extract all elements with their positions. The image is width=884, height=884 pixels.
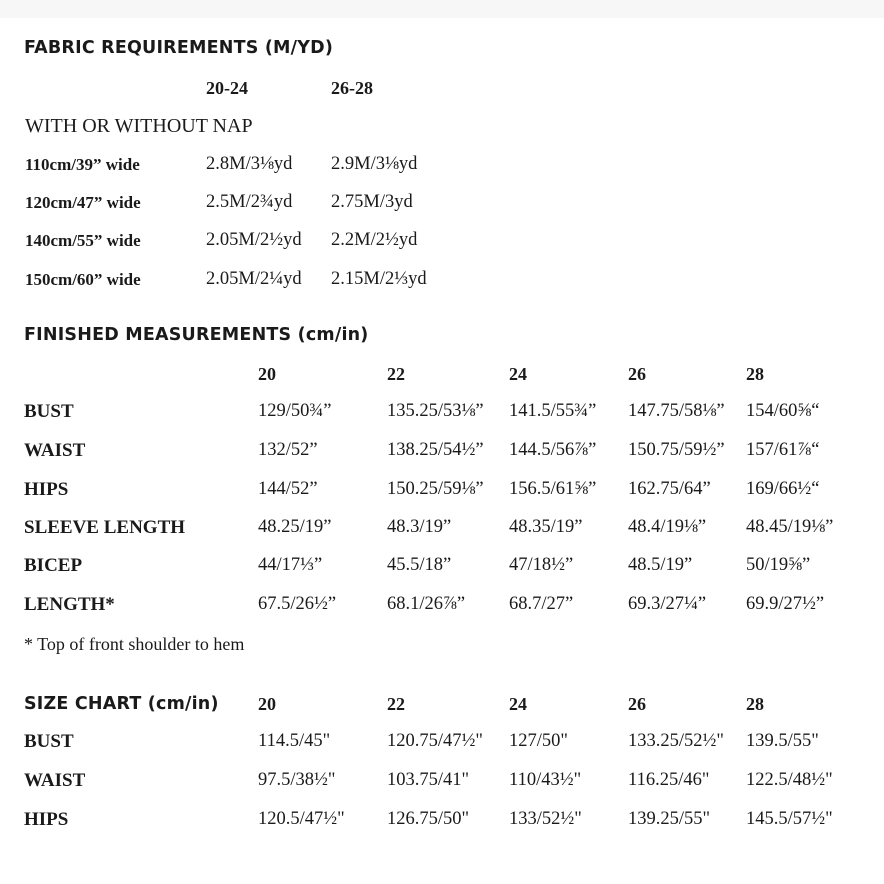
fabric-cell: 2.05M/2¼yd (206, 269, 302, 289)
finished-size-header: 28 (746, 364, 764, 384)
finished-cell: 141.5/55¾” (509, 401, 597, 421)
sizechart-row-label: HIPS (24, 809, 69, 830)
sizechart-size-header: 20 (258, 694, 276, 714)
sizechart-cell: 139.25/55" (628, 809, 711, 829)
finished-cell: 69.9/27½” (746, 594, 825, 614)
sizechart-cell: 133.25/52½" (628, 731, 724, 751)
fabric-cell: 2.5M/2¾yd (206, 192, 293, 212)
fabric-nap-subtitle: WITH OR WITHOUT NAP (25, 115, 253, 137)
fabric-cell: 2.8M/3⅛yd (206, 154, 293, 174)
finished-cell: 48.25/19” (258, 517, 332, 537)
finished-row-label: HIPS (24, 479, 69, 500)
fabric-cell: 2.15M/2⅓yd (331, 269, 427, 289)
size-chart-title: SIZE CHART (cm/in) (24, 694, 219, 714)
finished-cell: 48.4/19⅛” (628, 517, 707, 537)
sizechart-size-header: 28 (746, 694, 764, 714)
fabric-row-label: 110cm/39” wide (25, 155, 140, 174)
finished-cell: 169/66½“ (746, 479, 820, 499)
sizechart-cell: 120.75/47½" (387, 731, 483, 751)
sizechart-size-header: 26 (628, 694, 646, 714)
finished-cell: 45.5/18” (387, 555, 452, 575)
sizechart-cell: 127/50" (509, 731, 568, 751)
fabric-row-label: 150cm/60” wide (25, 270, 141, 289)
finished-footnote: * Top of front shoulder to hem (24, 634, 245, 654)
finished-row-label: BUST (24, 401, 74, 422)
finished-cell: 44/17⅓” (258, 555, 323, 575)
finished-cell: 67.5/26½” (258, 594, 337, 614)
finished-cell: 48.35/19” (509, 517, 583, 537)
finished-cell: 156.5/61⅝” (509, 479, 597, 499)
finished-cell: 144.5/56⅞” (509, 440, 597, 460)
sizechart-row-label: WAIST (24, 770, 86, 791)
finished-cell: 162.75/64” (628, 479, 711, 499)
finished-row-label: BICEP (24, 555, 83, 576)
finished-measurements-title: FINISHED MEASUREMENTS (cm/in) (24, 325, 369, 345)
finished-cell: 135.25/53⅛” (387, 401, 484, 421)
sizechart-cell: 114.5/45" (258, 731, 331, 751)
finished-cell: 50/19⅝” (746, 555, 811, 575)
sizechart-size-header: 24 (509, 694, 527, 714)
finished-cell: 150.25/59⅛” (387, 479, 484, 499)
sizechart-cell: 145.5/57½" (746, 809, 833, 829)
top-band (0, 0, 884, 18)
fabric-cell: 2.05M/2½yd (206, 230, 302, 250)
finished-row-label: LENGTH* (24, 594, 115, 615)
sizechart-cell: 110/43½" (509, 770, 582, 790)
finished-cell: 138.25/54½” (387, 440, 484, 460)
sizechart-cell: 126.75/50" (387, 809, 470, 829)
sizechart-cell: 97.5/38½" (258, 770, 336, 790)
finished-cell: 48.3/19” (387, 517, 452, 537)
finished-size-header: 24 (509, 364, 527, 384)
sizechart-cell: 122.5/48½" (746, 770, 833, 790)
finished-row-label: WAIST (24, 440, 86, 461)
finished-cell: 48.5/19” (628, 555, 693, 575)
finished-size-header: 26 (628, 364, 646, 384)
sizechart-cell: 103.75/41" (387, 770, 470, 790)
finished-cell: 68.1/26⅞” (387, 594, 466, 614)
fabric-size-header: 26-28 (331, 78, 373, 98)
finished-cell: 129/50¾” (258, 401, 332, 421)
finished-cell: 150.75/59½” (628, 440, 725, 460)
fabric-cell: 2.75M/3yd (331, 192, 413, 212)
finished-size-header: 22 (387, 364, 405, 384)
sizechart-cell: 139.5/55" (746, 731, 819, 751)
finished-cell: 157/61⅞“ (746, 440, 820, 460)
fabric-row-label: 140cm/55” wide (25, 231, 141, 250)
fabric-requirements-title: FABRIC REQUIREMENTS (M/YD) (24, 38, 334, 58)
sizechart-cell: 120.5/47½" (258, 809, 345, 829)
finished-cell: 47/18½” (509, 555, 574, 575)
fabric-cell: 2.2M/2½yd (331, 230, 418, 250)
fabric-row-label: 120cm/47” wide (25, 193, 141, 212)
sizechart-row-label: BUST (24, 731, 74, 752)
sizechart-cell: 116.25/46" (628, 770, 710, 790)
sizechart-cell: 133/52½" (509, 809, 582, 829)
sizechart-size-header: 22 (387, 694, 405, 714)
finished-cell: 69.3/27¼” (628, 594, 707, 614)
finished-cell: 68.7/27” (509, 594, 574, 614)
finished-row-label: SLEEVE LENGTH (24, 517, 186, 538)
finished-cell: 48.45/19⅛” (746, 517, 834, 537)
finished-cell: 154/60⅝“ (746, 401, 820, 421)
fabric-cell: 2.9M/3⅛yd (331, 154, 418, 174)
finished-size-header: 20 (258, 364, 276, 384)
fabric-size-header: 20-24 (206, 78, 248, 98)
finished-cell: 144/52” (258, 479, 318, 499)
finished-cell: 132/52” (258, 440, 318, 460)
finished-cell: 147.75/58⅛” (628, 401, 725, 421)
